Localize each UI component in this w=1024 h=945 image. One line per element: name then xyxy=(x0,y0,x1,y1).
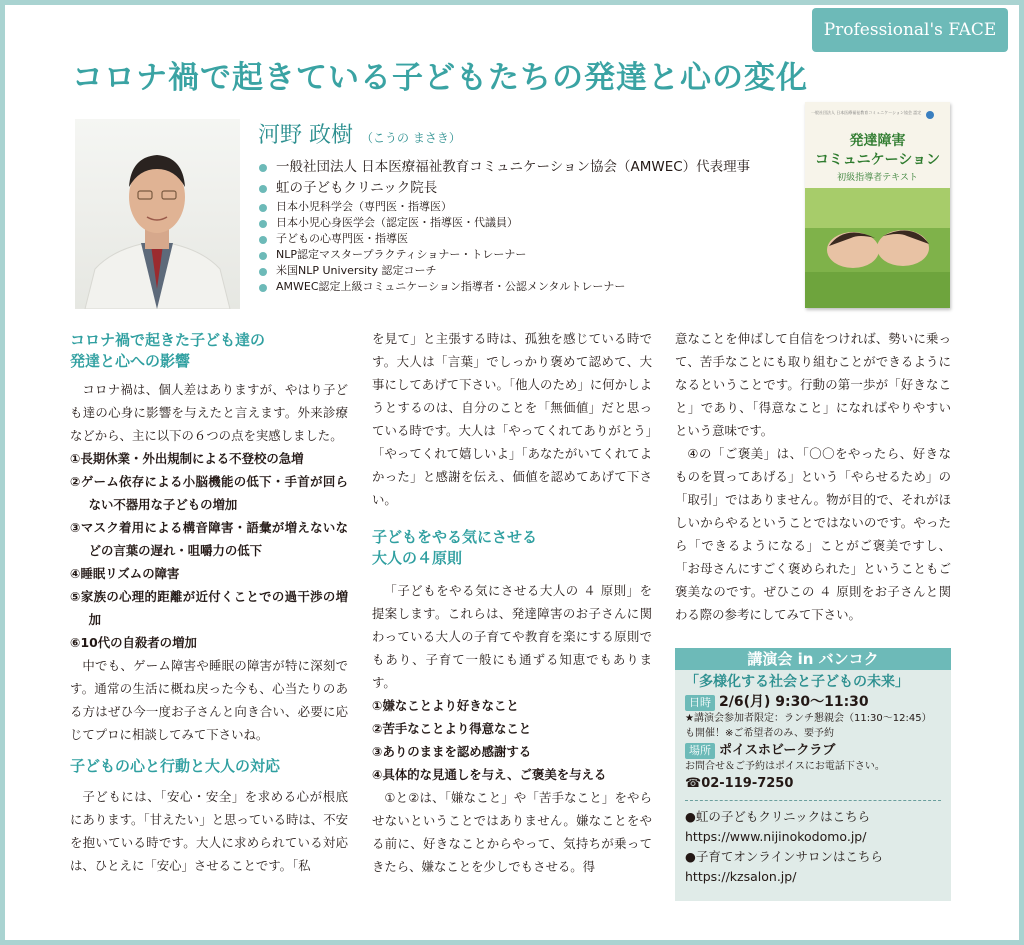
title-item: NLP認定マスタープラクティショナー・トレーナー xyxy=(258,247,788,263)
event-date-row xyxy=(685,694,941,711)
title-item: 子どもの心専門医・指導医 xyxy=(258,231,788,247)
list-item: ②苦手なことより得意なこと xyxy=(372,721,532,736)
book-cover xyxy=(805,102,950,308)
paragraph: 中でも、ゲーム障害や睡眠の障害が特に深刻です。通常の生活に概ね戻った今も、心当たりのある方はぜひ今一度お子さんと向き合い、必要に応じてプロに相談してみて下さいね。 xyxy=(70,658,348,742)
article-column-1 xyxy=(70,330,348,877)
paragraph: コロナ禍は、個人差はありますが、やはり子ども達の心身に影響を与えたと言えます。外来診療などから、主に以下の６つの点を実感しました。 xyxy=(70,382,348,443)
salon-url-link[interactable]: https://kzsalon.jp/ xyxy=(685,869,797,884)
author-titles xyxy=(258,157,788,295)
list-item: ⑥10代の自殺者の増加 xyxy=(70,635,197,650)
section-heading xyxy=(70,330,348,372)
title-item: 米国NLP University 認定コーチ xyxy=(258,263,788,279)
paragraph: 意なことを伸ばして自信をつければ、勢いに乗って、苦手なことにも取り組むことができるようになるということです。行動の第一歩が「好きなこと」であり、「得意なこと」になればやりやすいという意味です。 xyxy=(675,331,951,438)
event-subtitle: 「多様化する社会と子どもの未来」 xyxy=(685,674,909,690)
list-item: ①嫌なことより好きなこと xyxy=(372,698,519,713)
book-title-line1: 発達障害 xyxy=(849,133,906,149)
article-column-2 xyxy=(372,327,652,878)
event-body xyxy=(675,670,951,887)
title-item: 日本小児心身医学会（認定医・指導医・代議員） xyxy=(258,215,788,231)
heading-line: 発達と心への影響 xyxy=(70,352,191,370)
event-note: も開催！※ご希望者のみ、要予約 xyxy=(685,728,834,739)
article-column-3 xyxy=(675,327,951,626)
author-name-text: 河野 政樹 xyxy=(258,123,353,148)
link-label: ●子育てオンラインサロンはこちら xyxy=(685,849,884,864)
event-venue-row xyxy=(685,743,941,759)
venue-tag: 場所 xyxy=(685,743,715,759)
author-name-kana: （こうの まさき） xyxy=(361,131,461,145)
list-item: ③マスク着用による構音障害・語彙が増えないなどの言葉の遅れ・咀嚼力の低下 xyxy=(70,520,348,558)
event-note: ★講演会参加者限定：ランチ懇親会（11:30〜12:45） xyxy=(685,713,932,724)
clinic-url-link[interactable]: https://www.nijinokodomo.jp/ xyxy=(685,829,867,844)
list-item: ①長期休業・外出規制による不登校の急増 xyxy=(70,451,304,466)
paragraph: を見て」と主張する時は、孤独を感じている時です。大人は「言葉」でしっかり褒めて認めて、大事にしてあげて下さい。「他人のため」に何かしようとするのは、自分のことを「無価値」だと思っている時です。大人は「やってくれてありがとう」「やってくれて嬉しいよ」「あなたがいてくれてよかった」と感謝を伝え、価値を認めてあげて下さい。 xyxy=(372,331,652,507)
event-phone: ☎02-119-7250 xyxy=(685,776,794,791)
book-cover-image xyxy=(805,188,950,308)
paragraph: 子どもには、「安心・安全」を求める心が根底にあります。「甘えたい」と思っている時は、不安を抱いている時です。大人に求められている対応は、ひとえに「安心」させることです。「私 xyxy=(70,789,348,873)
article-headline: コロナ禍で起きている子どもたちの発達と心の変化 xyxy=(72,60,808,96)
author-profile xyxy=(258,118,788,295)
book-subtitle: 初級指導者テキスト xyxy=(837,173,918,183)
date-tag: 日時 xyxy=(685,695,715,711)
event-title: 講演会 in バンコク xyxy=(675,648,951,670)
section-heading: 子どもの心と行動と大人の対応 xyxy=(70,757,281,775)
paragraph: 「子どもをやる気にさせる大人の ４ 原則」を提案します。これらは、発達障害のお子さんに関わっている大人の子育てや教育を楽にする原則でもあり、子育て一般にも通ずる知恵でもあります。 xyxy=(372,583,652,690)
section-tab: Professional's FACE xyxy=(812,8,1008,52)
list-item: ⑤家族の心理的距離が近付くことでの過干渉の増加 xyxy=(70,589,348,627)
event-venue: ポイスホビークラブ xyxy=(719,743,836,758)
divider xyxy=(685,800,941,801)
heading-line: 子どもをやる気にさせる xyxy=(372,528,538,546)
book-logo-icon xyxy=(923,110,937,122)
section-heading xyxy=(372,527,652,569)
book-publisher-line: 一般社団法人 日本医療福祉教育コミュニケーション協会 認定 xyxy=(811,110,922,115)
book-title-line2: コミュニケーション xyxy=(814,152,941,168)
list-item: ④具体的な見通しを与え、ご褒美を与える xyxy=(372,767,607,782)
paragraph: ①と②は、「嫌なこと」や「苦手なこと」をやらせないということではありません。嫌なことをやる前に、好きなことからやって、気持ちが乗ってきたら、嫌なことを少しでもさせる。得 xyxy=(372,790,652,874)
event-date: 2/6(月) 9:30〜11:30 xyxy=(719,694,869,710)
title-item: 日本小児科学会（専門医・指導医） xyxy=(258,199,788,215)
event-box xyxy=(675,648,951,901)
event-contact: お問合せ＆ご予約はポイスにお電話下さい。 xyxy=(685,761,885,772)
list-item: ②ゲーム依存による小脳機能の低下・手首が回らない不器用な子どもの増加 xyxy=(70,474,348,512)
title-item: 虹の子どもクリニック院長 xyxy=(258,178,788,199)
list-item: ③ありのままを認め感謝する xyxy=(372,744,532,759)
link-label: ●虹の子どもクリニックはこちら xyxy=(685,809,871,824)
author-photo xyxy=(75,119,240,309)
paragraph: ④の「ご褒美」は、「〇〇をやったら、好きなものを買ってあげる」という「やらせるため」の「取引」ではありません。物が目的で、それがほしいからやるということではないのです。やったら「できるようになる」ことがご褒美ですし、「お母さんにすごく褒められた」ということもご褒美なのです。ぜひこの ４ 原則をお子さんと関わる際の参考にしてみて下さい。 xyxy=(675,446,951,622)
heading-line: 大人の４原則 xyxy=(372,549,463,567)
author-name xyxy=(258,118,788,149)
title-item: 一般社団法人 日本医療福祉教育コミュニケーション協会（AMWEC）代表理事 xyxy=(258,157,788,178)
heading-line: コロナ禍で起きた子ども達の xyxy=(70,331,266,349)
list-item: ④睡眠リズムの障害 xyxy=(70,566,180,581)
title-item: AMWEC認定上級コミュニケーション指導者・公認メンタルトレーナー xyxy=(258,279,788,295)
